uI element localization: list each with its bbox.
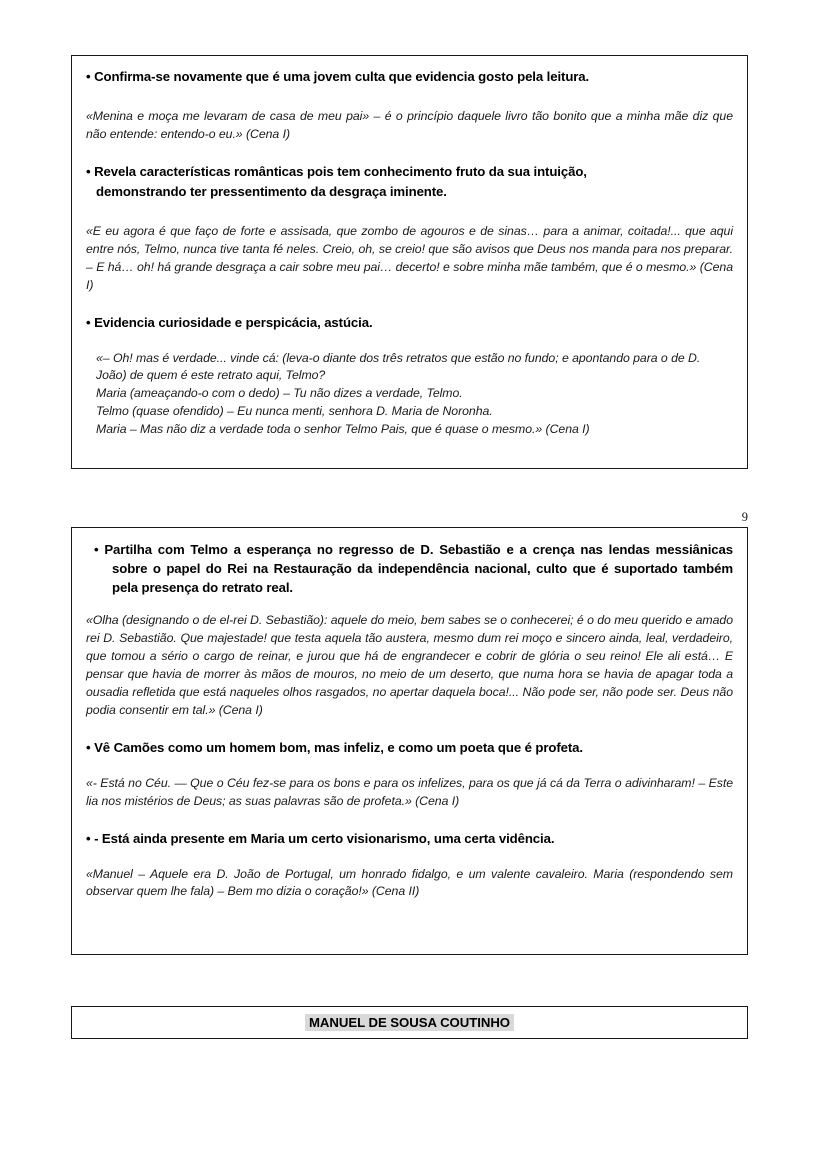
bullet-heading-line-1: • Revela características românticas pois tem conhecimento fruto da sua intuição,	[86, 163, 587, 179]
content-box-one	[71, 55, 748, 469]
quote-line: Telmo (quase ofendido) – Eu nunca menti, senhora D. Maria de Noronha.	[96, 404, 493, 419]
quote-text: «E eu agora é que faço de forte e assisada, que zombo de agouros e de sinas… para a animar, coitada!... que aqui entre nós, Telmo, nunca tive tanta fé neles. Creio, oh, se creio! que são avisos que Deus nos manda para nos preparar. – E há… oh! há grande desgraça a cair sobre meu pai… decerto! e sobre minha mãe também, que é o mesmo.» (Cena I)	[86, 224, 733, 292]
quote-block	[86, 350, 733, 439]
footer-box	[71, 1006, 748, 1039]
spacer	[86, 760, 733, 775]
page-number: 9	[741, 510, 748, 524]
quote-line: Maria – Mas não diz a verdade toda o senhor Telmo Pais, que é quase o mesmo.» (Cena I)	[96, 421, 590, 436]
spacer	[86, 295, 733, 314]
bullet-heading: • - Está ainda presente em Maria um certo visionarismo, uma certa vidência.	[86, 830, 555, 846]
spacer	[86, 720, 733, 739]
quote-text: «Manuel – Aquele era D. João de Portugal, um honrado fidalgo, e um valente cavaleiro. Maria (respondendo sem observar quem lhe fala) – Bem mo dizia o coração!» (Cena II)	[86, 866, 733, 899]
spacer	[86, 144, 733, 163]
spacer	[86, 851, 733, 866]
box-two-item-3	[86, 830, 733, 902]
bullet-heading: • Confirma-se novamente que é uma jovem culta que evidencia gosto pela leitura.	[86, 69, 590, 84]
quote-text: «- Está no Céu. — Que o Céu fez-se para os bons e para os infelizes, para os que já cá da Terra o adivinharam! – Este lia nos mistérios de Deus; as suas palavras são de profeta.» (Cena I)	[86, 775, 733, 808]
spacer	[86, 811, 733, 830]
quote-line: Maria (ameaçando-o com o dedo) – Tu não dizes a verdade, Telmo.	[96, 386, 463, 401]
box-one-item-2	[86, 163, 733, 295]
spacer	[86, 204, 733, 223]
box-two-item-2	[86, 739, 733, 811]
bullet-heading: • Partilha com Telmo a esperança no regresso de D. Sebastião e a crença nas lendas messiânicas sobre o papel do Rei na Restauração da independência nacional, culto que é suportado também pela presença do retrato real.	[94, 542, 733, 596]
bullet-heading: • Evidencia curiosidade e perspicácia, astúcia.	[86, 314, 373, 330]
bullet-heading: • Vê Camões como um homem bom, mas infeliz, e como um poeta que é profeta.	[86, 740, 583, 756]
spacer	[86, 597, 733, 612]
footer-title: MANUEL DE SOUSA COUTINHO	[305, 1014, 514, 1031]
box-two-item-1	[86, 540, 733, 720]
box-one-item-1	[86, 68, 733, 144]
bullet-heading-line-2: demonstrando ter pressentimento da desgraça iminente.	[96, 184, 447, 200]
quote-line: «– Oh! mas é verdade... vinde cá: (leva-o diante dos três retratos que estão no fundo; e apontando para o de D. João) de quem é este retrato aqui, Telmo?	[96, 350, 701, 383]
quote-text: «Olha (designando o de el-rei D. Sebastião): aquele do meio, bem sabes se o conhecerei; é o do meu querido e amado rei D. Sebastião. Que majestade! que testa aquela tão austera, mesmo dum rei moço e sincero ainda, leal, verdadeiro, que tomou a sério o cargo de reinar, e jurou que há de engrandecer e cobrir de glória o seu reino! Ele ali está… E pensar que havia de morrer às mãos de mouros, no meio de um deserto, que numa hora se havia de apagar toda a ousadia refletida que está naqueles olhos rasgados, no apertar daquela boca!... Não pode ser, não pode ser. Deus não podia consentir em tal.» (Cena I)	[86, 613, 733, 718]
quote-text: «Menina e moça me levaram de casa de meu pai» – é o princípio daquele livro tão bonito que a minha mãe diz que não entende: entendo-o eu.» (Cena I)	[86, 108, 733, 141]
spacer	[86, 89, 733, 108]
box-one-item-3	[86, 314, 733, 439]
spacer	[86, 335, 733, 350]
content-box-two	[71, 527, 748, 955]
